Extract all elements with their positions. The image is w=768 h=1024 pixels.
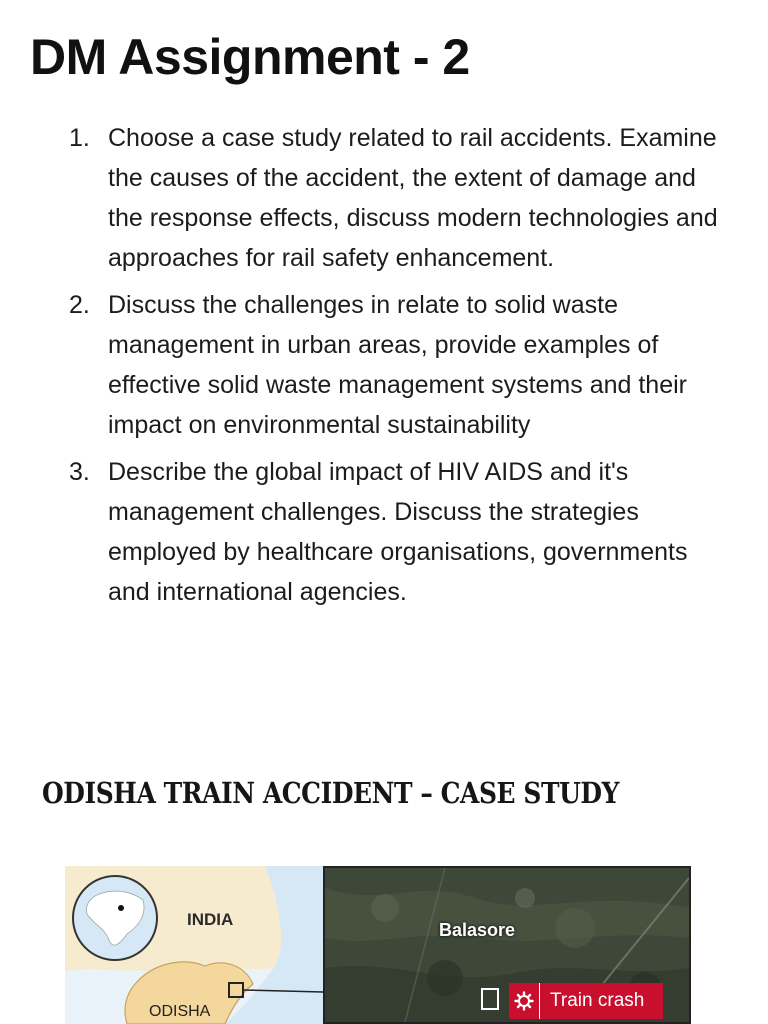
case-study-map-figure [65, 866, 691, 1024]
country-label: INDIA [187, 910, 234, 929]
train-crash-badge [509, 983, 663, 1019]
case-study-heading: ODISHA TRAIN ACCIDENT – CASE STUDY [42, 776, 619, 810]
question-item [0, 118, 768, 278]
question-number: 1. [69, 124, 90, 152]
city-label: Balasore [439, 920, 516, 940]
locator-map [65, 866, 323, 1024]
locator-map-graphic [65, 866, 323, 1024]
question-item [0, 285, 768, 445]
question-text: Discuss the challenges in relate to solid waste management in urban areas, provide examples of effective solid waste management systems and their impact on environmental sustainability [108, 291, 687, 439]
question-number: 2. [69, 291, 90, 319]
state-label: ODISHA [149, 1003, 211, 1020]
location-pin-icon [481, 988, 499, 1010]
question-text: Describe the global impact of HIV AIDS and it's management challenges. Discuss the strategies employed by healthcare organisations, governments and international agencies. [108, 458, 688, 606]
question-number: 3. [69, 458, 90, 486]
question-item [0, 452, 768, 612]
question-text: Choose a case study related to rail accidents. Examine the causes of the accident, the extent of damage and the response effects, discuss modern technologies and approaches for rail safety enhancement. [108, 124, 718, 272]
page-title: DM Assignment - 2 [30, 29, 470, 85]
train-crash-label: Train crash [550, 990, 645, 1011]
satellite-view [323, 866, 691, 1024]
question-list [0, 118, 768, 619]
crash-gear-icon [509, 983, 540, 1019]
